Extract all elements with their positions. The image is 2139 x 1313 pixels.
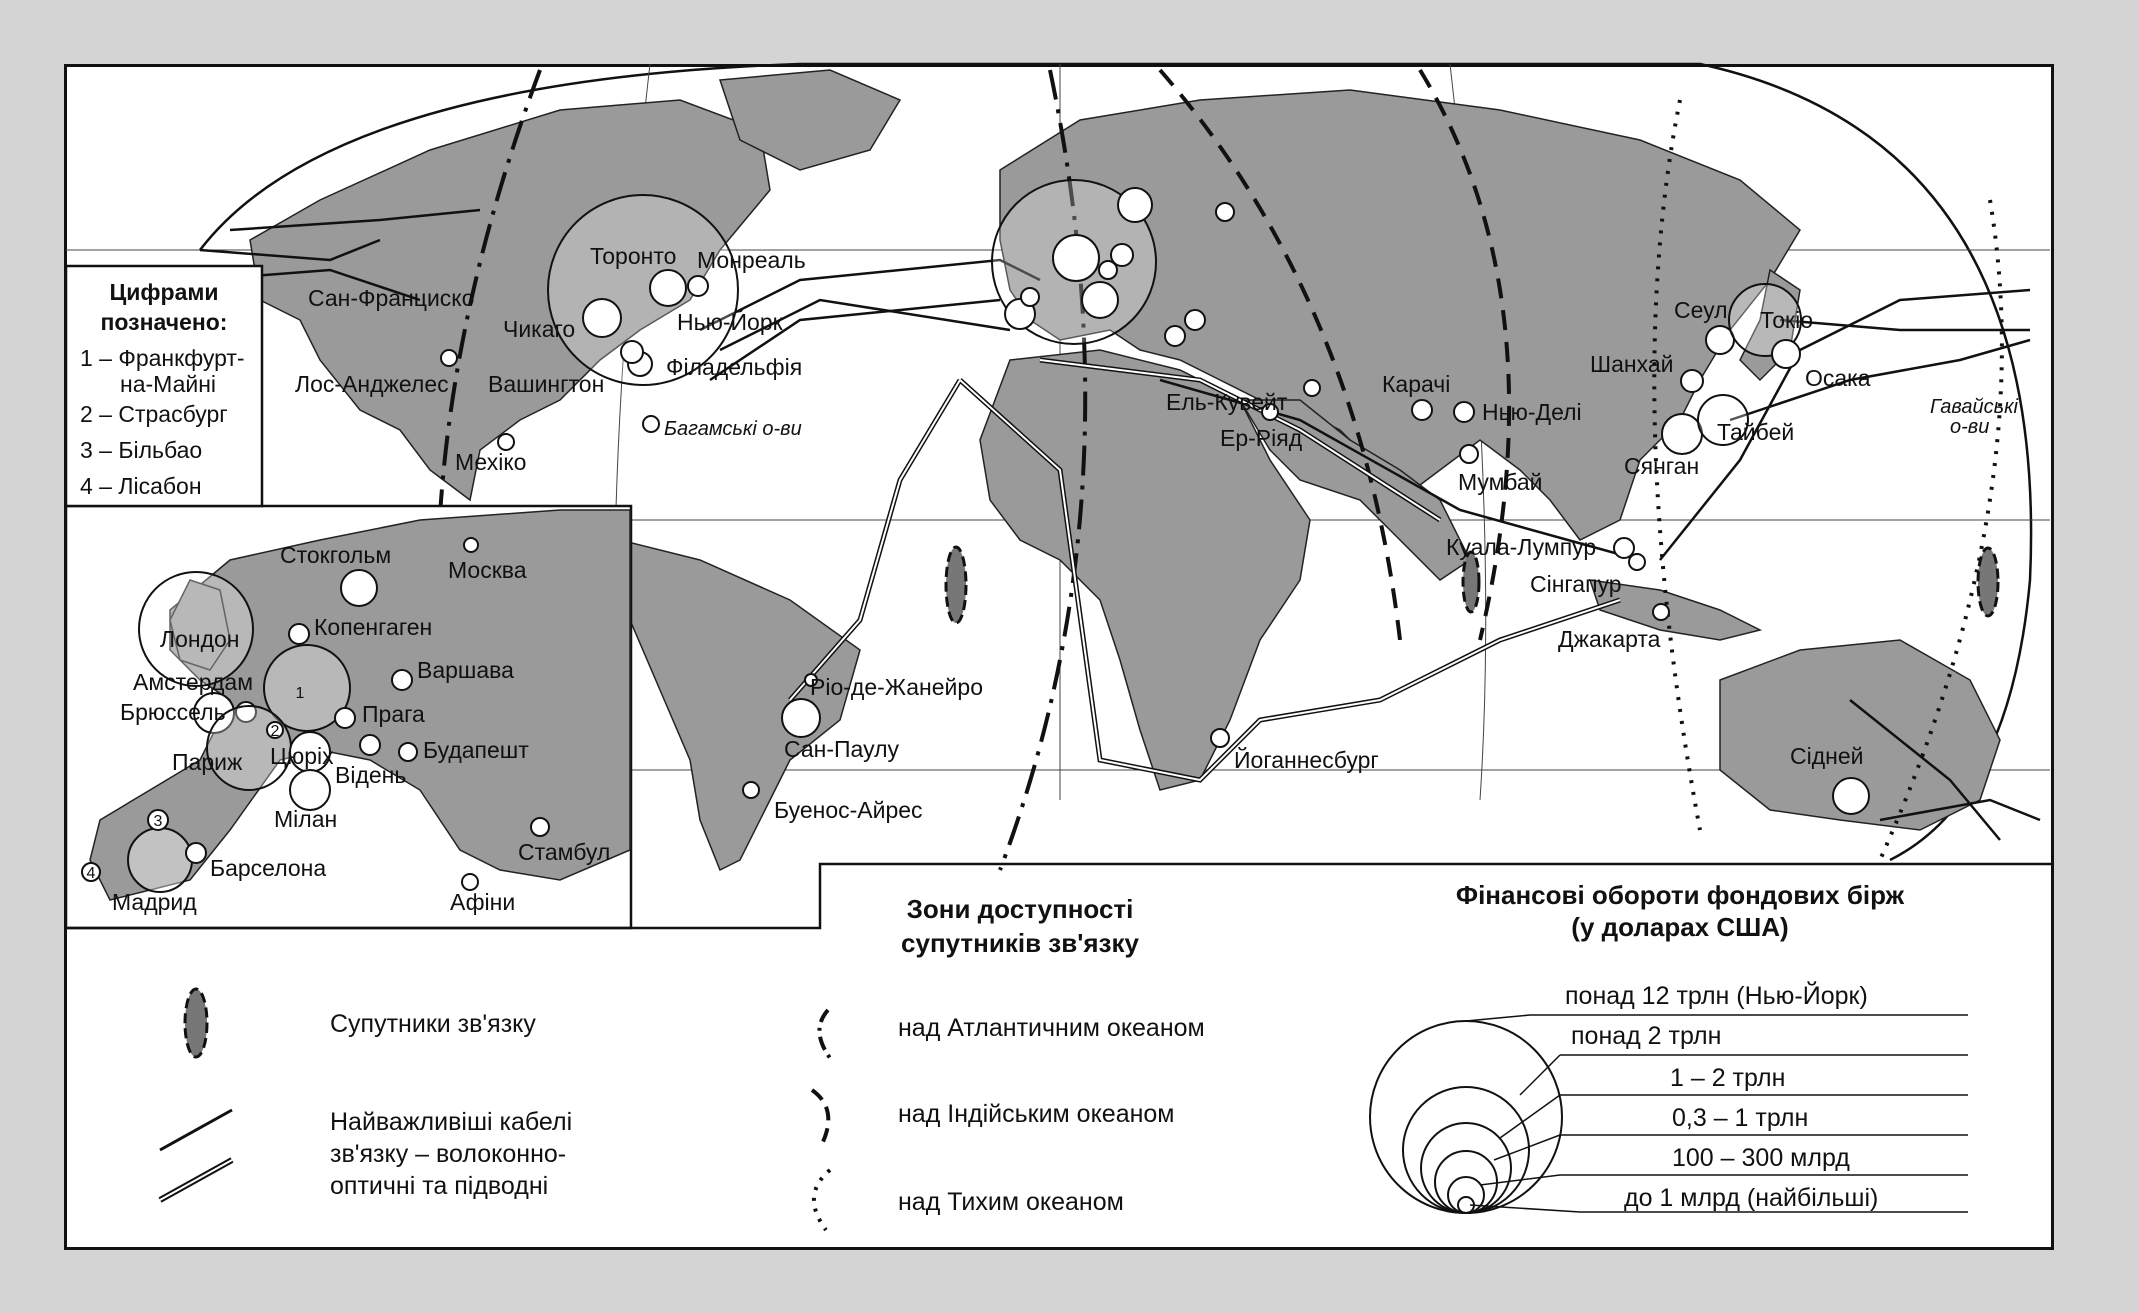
city-label-new-delhi: Нью-Делі [1482,399,1582,425]
inset-number-3: 3 [153,813,163,830]
city-label-san-francisco: Сан-Франциско [308,285,475,311]
city-label-osaka: Осака [1805,365,1871,391]
city-label-toronto: Торонто [590,243,677,269]
city-label-mumbai: Мумбай [1458,469,1543,495]
legend-cable-solid [160,1110,232,1150]
city-label-copenhagen: Копенгаген [314,614,433,640]
city-label-kuala-lumpur: Куала-Лумпур [1446,534,1597,560]
city-label-tokyo: Токіо [1760,307,1814,333]
legend-cables-line3: оптичні та підводні [330,1172,549,1200]
numbers-box [66,266,262,506]
numbers-box-item-3: 3 – Більбао [80,437,203,463]
numbers-box-item-2: 2 – Страсбург [80,401,228,427]
city-label-johannesburg: Йоганнесбург [1234,747,1379,773]
inset-number-1: 1 [295,685,305,702]
legend-zone-atlantic-label: над Атлантичним океаном [898,1014,1205,1042]
legend-zone-pacific-label: над Тихим океаном [898,1188,1124,1216]
legend-finance-class-3: 1 – 2 трлн [1670,1064,1786,1092]
legend-zone-indian-label: над Індійським океаном [898,1100,1175,1128]
city-label-jakarta: Джакарта [1558,626,1661,652]
city-label-london: Лондон [160,626,240,652]
legend-cable-hollow-inner [160,1160,232,1200]
city-label-washington: Вашингтон [488,371,605,397]
legend-finance-class-4: 0,3 – 1 трлн [1672,1104,1809,1132]
legend-zones-title-1: Зони доступності [906,894,1134,924]
city-label-los-angeles: Лос-Анджелес [295,371,449,397]
city-label-budapest: Будапешт [423,737,529,763]
city-label-montreal: Монреаль [697,247,806,273]
numbers-box-title-1: Цифрами [109,279,219,305]
legend-finance-title-1: Фінансові обороти фондових бірж [1455,880,1905,910]
city-label-hawaii-1: Гавайські [1930,396,2018,418]
city-label-philadelphia: Філадельфія [666,354,803,380]
city-label-prague: Прага [362,701,425,727]
city-label-shanghai: Шанхай [1590,351,1674,377]
legend-finance-circles [1370,1021,1562,1213]
city-label-amsterdam: Амстердам [133,669,254,695]
satellite-indian [1463,552,1479,612]
city-label-sao-paulo: Сан-Паулу [784,736,899,762]
city-label-istanbul: Стамбул [518,839,611,865]
numbers-box-item-1b: на-Майні [120,371,217,397]
numbers-box-item-4: 4 – Лісабон [80,473,202,499]
legend-finance-title-2: (у доларах США) [1571,912,1789,942]
satellite-atlantic [946,547,966,623]
city-label-stockholm: Стокгольм [280,542,392,568]
city-label-rio: Ріо-де-Жанейро [810,674,983,700]
city-label-seoul: Сеул [1674,297,1728,323]
legend-zones-title-2: супутників зв'язку [901,928,1139,958]
city-label-new-york: Нью-Йорк [677,309,783,335]
legend-finance-class-1: понад 12 трлн (Нью-Йорк) [1565,982,1868,1010]
city-label-zurich: Цюріх [270,743,334,769]
numbers-box-title-2: позначено: [100,309,228,335]
legend-cables-line2: зв'язку – волоконно- [330,1140,567,1168]
city-label-kuwait: Ель-Кувейт [1166,389,1288,415]
city-label-riyadh: Ер-Ріяд [1220,425,1303,451]
city-label-warsaw: Варшава [417,657,514,683]
legend-zone-atlantic-icon [819,1010,830,1058]
inset-number-2: 2 [270,723,280,740]
city-label-taipei: Тайбей [1717,419,1795,445]
city-label-buenos-aires: Буенос-Айрес [774,797,923,823]
europe-inset [66,506,631,928]
city-label-mexico: Мехіко [455,449,527,475]
legend-finance-class-6: до 1 млрд (найбільші) [1624,1184,1879,1212]
city-label-hong-kong: Сянган [1624,453,1700,479]
legend-cables-line1: Найважливіші кабелі [330,1108,573,1136]
city-label-athens: Афіни [450,889,516,915]
legend-zone-indian-icon [812,1090,828,1148]
city-label-brussels: Брюссель [120,699,226,725]
city-label-milan: Мілан [274,806,338,832]
inset-number-4: 4 [86,865,96,882]
satellite-pacific [1978,548,1998,616]
city-label-chicago: Чикаго [503,316,576,342]
city-label-moscow: Москва [448,557,527,583]
city-label-barcelona: Барселона [210,855,327,881]
city-label-sydney: Сідней [1790,743,1864,769]
city-label-vienna: Відень [335,762,407,788]
legend-finance-class-5: 100 – 300 млрд [1672,1144,1850,1172]
city-label-hawaii-2: о-ви [1950,416,1990,438]
city-label-karachi: Карачі [1382,371,1451,397]
legend-finance-class-2: понад 2 трлн [1571,1022,1722,1050]
legend-zone-pacific-icon [814,1170,830,1230]
city-label-bahamas: Багамські о-ви [664,418,802,440]
city-label-paris: Париж [172,749,243,775]
city-label-madrid: Мадрид [112,889,197,915]
legend-satellite-icon [185,989,207,1057]
legend-satellites-label: Супутники зв'язку [330,1010,536,1038]
city-label-singapore: Сінгапур [1530,571,1622,597]
numbers-box-item-1: 1 – Франкфурт- [80,345,245,371]
